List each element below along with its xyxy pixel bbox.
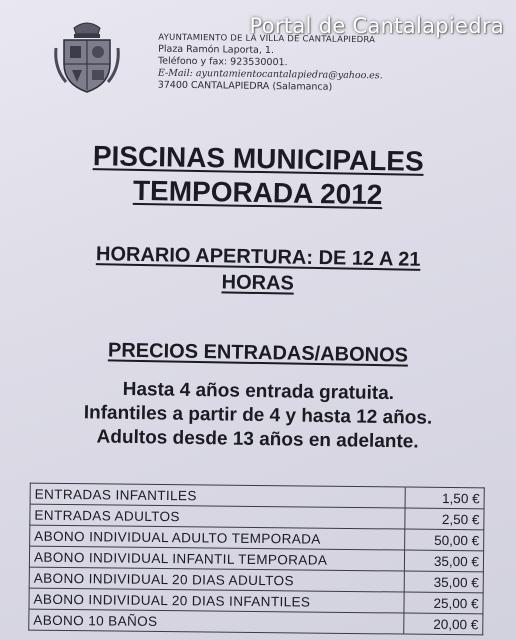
title-line-2: TEMPORADA 2012 — [132, 174, 383, 211]
coat-of-arms-icon — [52, 18, 122, 96]
prices-heading-text: PRECIOS ENTRADAS/ABONOS — [107, 339, 409, 367]
info-line: Hasta 4 años entrada gratuita. — [122, 378, 395, 405]
info-line: Adultos desde 13 años en adelante. — [96, 426, 419, 453]
age-info — [0, 376, 516, 456]
price-item-name: ABONO INDIVIDUAL ADULTO TEMPORADA — [30, 525, 406, 550]
price-table — [28, 483, 485, 636]
hours-line-1: HORARIO APERTURA: DE 12 A 21 — [95, 243, 421, 271]
price-item-value: 25,00 € — [404, 592, 483, 614]
page-title — [0, 138, 516, 215]
price-item-name: ABONO INDIVIDUAL INFANTIL TEMPORADA — [29, 546, 405, 571]
info-line: Infantiles a partir de 4 y hasta 12 años. — [83, 402, 433, 429]
price-item-name: ABONO 10 BAÑOS — [29, 609, 405, 634]
price-item-value: 35,00 € — [405, 550, 484, 572]
price-item-value: 2,50 € — [405, 508, 484, 530]
title-line-1: PISCINAS MUNICIPALES — [92, 140, 424, 177]
prices-heading — [0, 335, 516, 370]
price-item-name: ENTRADAS INFANTILES — [30, 483, 406, 508]
letterhead-org: AYUNTAMIENTO DE LA VILLA DE CANTALAPIEDRA — [158, 32, 376, 46]
hours-line-2: HORAS — [221, 271, 295, 295]
price-item-value: 1,50 € — [405, 487, 484, 509]
letterhead-email: E-Mail: ayuntamientocantalapiedra@yahoo.es. — [157, 67, 383, 82]
price-item-value: 20,00 € — [404, 613, 483, 635]
table-row — [29, 609, 483, 635]
letterhead-phone: Teléfono y fax: 923530001. — [157, 55, 288, 69]
price-item-value: 50,00 € — [405, 529, 484, 551]
price-item-name: ENTRADAS ADULTOS — [30, 504, 406, 529]
price-item-value: 35,00 € — [405, 571, 484, 593]
price-item-name: ABONO INDIVIDUAL 20 DIAS INFANTILES — [29, 588, 405, 613]
price-item-name: ABONO INDIVIDUAL 20 DIAS ADULTOS — [29, 567, 405, 592]
watermark: Portal de Cantalapiedra — [249, 14, 504, 38]
letterhead-city: 37400 CANTALAPIEDRA (Salamanca) — [157, 79, 333, 93]
letterhead-address: Plaza Ramón Laporta, 1. — [158, 43, 275, 57]
opening-hours — [0, 240, 516, 301]
letterhead — [158, 32, 384, 95]
